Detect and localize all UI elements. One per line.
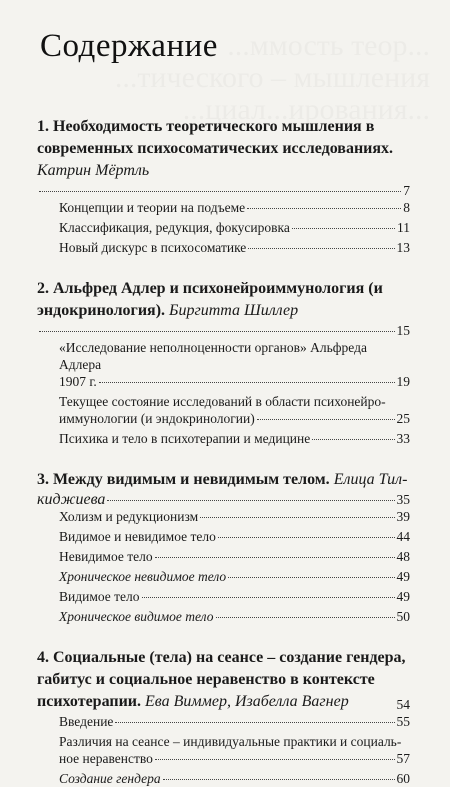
leader-dots xyxy=(248,248,394,249)
leader-dots xyxy=(216,617,395,618)
leader-dots xyxy=(218,537,395,538)
toc-item-multiline[interactable] xyxy=(37,339,410,390)
toc-item-page: 11 xyxy=(397,220,410,235)
toc-item-page: 49 xyxy=(396,569,410,584)
toc-item-page: 19 xyxy=(396,374,410,389)
leader-dots xyxy=(312,439,394,440)
toc-item-title: Новый дискурс в психосоматике xyxy=(59,240,247,255)
toc-item-title: Хроническое невидимое тело xyxy=(59,569,227,584)
toc-item-page: 60 xyxy=(396,771,410,786)
toc-item-page: 55 xyxy=(396,714,410,729)
toc-item-title: Видимое тело xyxy=(59,589,140,604)
toc-item-title: ное неравенство xyxy=(59,751,153,766)
leader-dots xyxy=(257,419,395,420)
chapter-1-author: Катрин Мёртль xyxy=(37,162,150,179)
chapter-4-author: Ева Виммер, Изабелла Вагнер xyxy=(145,693,349,710)
leader-dots xyxy=(247,208,401,209)
toc-item[interactable] xyxy=(37,608,410,625)
toc-item-page: 25 xyxy=(396,411,410,426)
toc-item-title: Психика и тело в психотерапии и медицине xyxy=(59,431,311,446)
chapter-2-heading[interactable] xyxy=(37,278,410,322)
toc-item-page: 57 xyxy=(396,751,410,766)
bleed-line: ...циал...ирования... xyxy=(182,93,430,125)
chapter-3-author: Елица Тил- xyxy=(333,471,408,488)
page-title: Содержание xyxy=(40,28,218,64)
toc-item-page: 49 xyxy=(396,589,410,604)
toc-item[interactable] xyxy=(37,770,410,787)
toc-item-line: «Исследование неполноценности органов» Альфреда Адлера xyxy=(59,340,367,372)
toc-item-line: Различия на сеансе – индивидуальные практики и социаль- xyxy=(59,734,402,749)
toc-item[interactable] xyxy=(37,548,410,565)
chapter-1-page-row xyxy=(37,182,410,199)
toc-item[interactable] xyxy=(37,568,410,585)
leader-dots xyxy=(142,597,395,598)
toc-item-page: 48 xyxy=(396,549,410,564)
toc-item-page: 8 xyxy=(403,200,410,215)
leader-dots xyxy=(99,382,395,383)
toc-item-title: Хроническое видимое тело xyxy=(59,609,214,624)
chapter-4-page: 54 xyxy=(396,697,410,712)
toc-item-page: 39 xyxy=(396,509,410,524)
toc-item[interactable] xyxy=(37,219,410,236)
toc-item[interactable] xyxy=(37,239,410,256)
table-of-contents xyxy=(37,116,410,787)
leader-dots xyxy=(115,722,394,723)
chapter-2-page-row xyxy=(37,322,410,339)
leader-dots xyxy=(39,331,395,332)
toc-item-title: Введение xyxy=(59,714,114,729)
toc-item-title: Создание гендера xyxy=(59,771,161,786)
leader-dots xyxy=(292,228,395,229)
leader-dots xyxy=(107,500,394,501)
toc-item-title: Видимое и невидимое тело xyxy=(59,529,216,544)
chapter-1-page: 7 xyxy=(403,183,410,198)
toc-item-multiline[interactable] xyxy=(37,393,410,427)
leader-dots xyxy=(228,577,394,578)
toc-item-last-line xyxy=(59,750,410,767)
chapter-3-heading[interactable] xyxy=(37,469,410,491)
toc-item-last-line xyxy=(59,373,410,390)
toc-item-title: Классификация, редукция, фокусировка xyxy=(59,220,290,235)
toc-item-last-line xyxy=(59,410,410,427)
chapter-2-title: 2. Альфред Адлер и психонейроиммунология (и эндокринология). xyxy=(37,280,383,319)
toc-item-page: 13 xyxy=(396,240,410,255)
toc-item-line: Текущее состояние исследований в области психонейро- xyxy=(59,394,386,409)
toc-item-title: Невидимое тело xyxy=(59,549,153,564)
toc-item[interactable] xyxy=(37,588,410,605)
chapter-3-page: 35 xyxy=(396,492,410,507)
toc-item-title: Холизм и редукционизм xyxy=(59,509,199,524)
chapter-3-page-row xyxy=(37,491,410,508)
chapter-2-author: Биргитта Шиллер xyxy=(169,302,299,319)
leader-dots xyxy=(163,779,395,780)
leader-dots xyxy=(39,191,401,192)
toc-item-multiline[interactable] xyxy=(37,733,410,767)
chapter-1-heading[interactable] xyxy=(37,116,410,182)
toc-item-title: 1907 г. xyxy=(59,374,97,389)
chapter-2-page: 15 xyxy=(396,323,410,338)
chapter-4-title: 4. Социальные (тела) на сеансе – создание гендера, габитус и социальное неравенство в контексте психотерапии. xyxy=(37,649,406,710)
toc-item[interactable] xyxy=(37,430,410,447)
bleed-line: ...ммость теор... xyxy=(227,30,430,62)
toc-item-title: иммунологии (и эндокринологии) xyxy=(59,411,255,426)
toc-item-page: 44 xyxy=(396,529,410,544)
bleed-line: ...тического – мышления xyxy=(114,61,430,94)
toc-item[interactable] xyxy=(37,199,410,216)
chapter-1-title: 1. Необходимость теоретического мышления в современных психосоматических исследованиях. xyxy=(37,118,394,157)
leader-dots xyxy=(155,759,395,760)
leader-dots xyxy=(155,557,395,558)
toc-item-title: Концепции и теории на подъеме xyxy=(59,200,246,215)
toc-item[interactable] xyxy=(37,508,410,525)
toc-item[interactable] xyxy=(37,528,410,545)
toc-item-page: 50 xyxy=(396,609,410,624)
chapter-3-author-cont: киджиева xyxy=(37,491,106,508)
toc-item-page: 33 xyxy=(396,431,410,446)
leader-dots xyxy=(200,517,394,518)
chapter-3-title: 3. Между видимым и невидимым телом. xyxy=(37,471,330,488)
